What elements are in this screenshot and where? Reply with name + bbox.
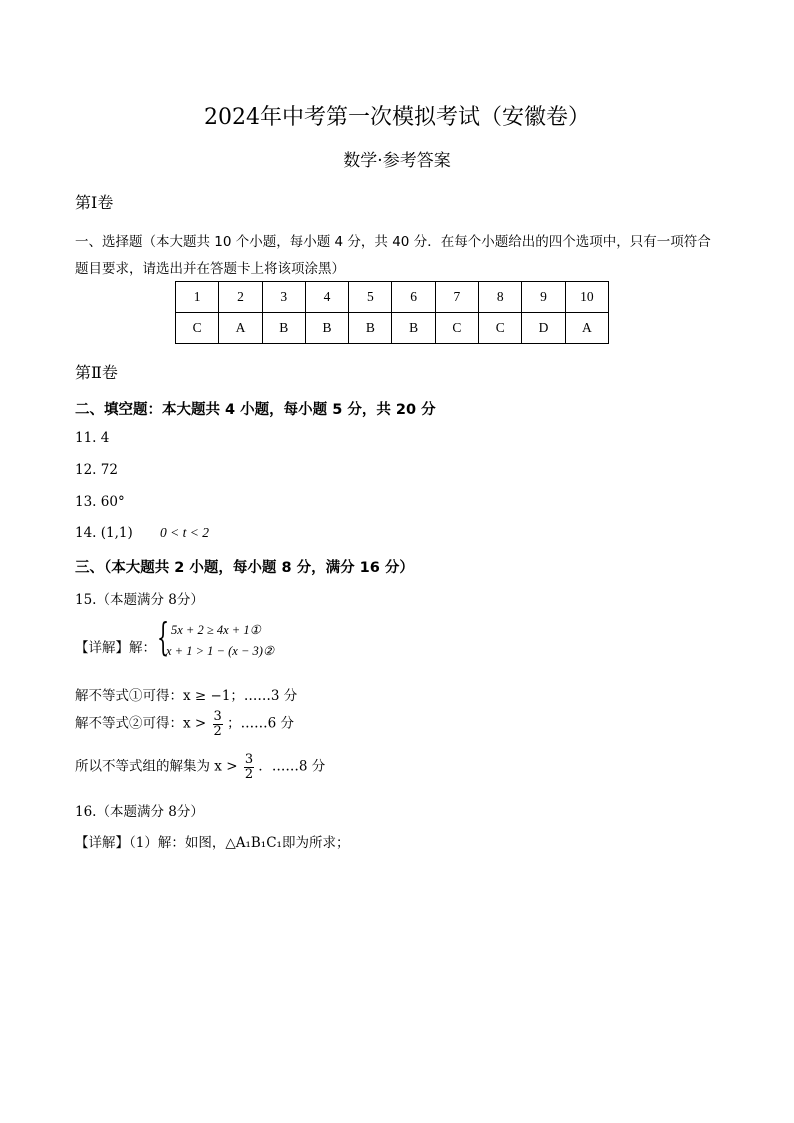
answer-q14-part2: 0 < t < 2 — [160, 525, 209, 540]
q15-equation-2: x + 1 > 1 − (x − 3)② — [166, 644, 275, 658]
fraction — [244, 753, 254, 781]
table-cell: A — [565, 313, 608, 344]
q15-step-2 — [75, 710, 294, 738]
table-cell: 4 — [305, 282, 348, 313]
table-cell: C — [176, 313, 219, 344]
part2-heading: 第Ⅱ卷 — [75, 363, 118, 382]
fill-section-heading: 二、填空题：本大题共 4 小题，每小题 5 分，共 20 分 — [75, 402, 436, 418]
table-row-answers — [176, 313, 609, 344]
choice-instruction-line1: 一、选择题（本大题共 10 个小题，每小题 4 分，共 40 分．在每个小题给出的四个选项中，只有一项符合 — [75, 234, 711, 250]
table-cell: 7 — [435, 282, 478, 313]
table-cell: C — [435, 313, 478, 344]
choice-instruction-line2: 题目要求，请选出并在答题卡上将该项涂黑） — [75, 261, 345, 277]
q15-header: 15.（本题满分 8分） — [75, 592, 204, 608]
answer-q12: 12. 72 — [75, 462, 118, 478]
table-cell: B — [349, 313, 392, 344]
q15-step-3 — [75, 753, 325, 781]
table-cell: 9 — [522, 282, 565, 313]
fraction-denominator: 2 — [213, 723, 222, 739]
table-cell: B — [262, 313, 305, 344]
table-cell: 1 — [176, 282, 219, 313]
q16-header: 16.（本题满分 8分） — [75, 804, 204, 820]
table-cell: B — [392, 313, 435, 344]
q16-solution-line: 【详解】（1）解：如图，△A₁B₁C₁即为所求； — [75, 835, 350, 851]
q15-step-3-prefix: 所以不等式组的解集为 x > — [75, 758, 238, 775]
q15-solution-prefix: 【详解】解： — [75, 640, 156, 656]
table-cell: 6 — [392, 282, 435, 313]
q15-step-2-suffix: ；……6 分 — [227, 715, 294, 732]
table-cell: D — [522, 313, 565, 344]
brace-symbol: { — [157, 615, 170, 659]
fraction — [213, 710, 223, 738]
answer-table — [175, 281, 609, 344]
q15-equation-1: 5x + 2 ≥ 4x + 1① — [171, 623, 261, 637]
table-cell: 2 — [219, 282, 262, 313]
table-cell: 3 — [262, 282, 305, 313]
fraction-denominator: 2 — [244, 766, 254, 782]
q15-step-3-suffix: ．……8 分 — [258, 758, 326, 775]
table-cell: 5 — [349, 282, 392, 313]
table-cell: 8 — [479, 282, 522, 313]
part1-heading: 第Ⅰ卷 — [75, 193, 114, 212]
q15-step-1: 解不等式①可得：x ≥ −1；……3 分 — [75, 688, 298, 704]
table-cell: 10 — [565, 282, 608, 313]
solve-section-heading: 三、（本大题共 2 小题，每小题 8 分，满分 16 分） — [75, 560, 414, 576]
answer-q11: 11. 4 — [75, 430, 110, 446]
table-cell: B — [305, 313, 348, 344]
table-cell: A — [219, 313, 262, 344]
answer-q13: 13. 60° — [75, 494, 125, 510]
table-cell: C — [479, 313, 522, 344]
page-subtitle: 数学·参考答案 — [343, 151, 451, 171]
fraction-numerator: 3 — [244, 752, 254, 767]
table-row-numbers — [176, 282, 609, 313]
answer-q14-part1: 14. (1,1) — [75, 525, 133, 541]
page-title: 2024年中考第一次模拟考试（安徽卷） — [204, 105, 590, 130]
q15-step-2-prefix: 解不等式②可得：x > — [75, 715, 207, 732]
fraction-numerator: 3 — [213, 709, 222, 724]
